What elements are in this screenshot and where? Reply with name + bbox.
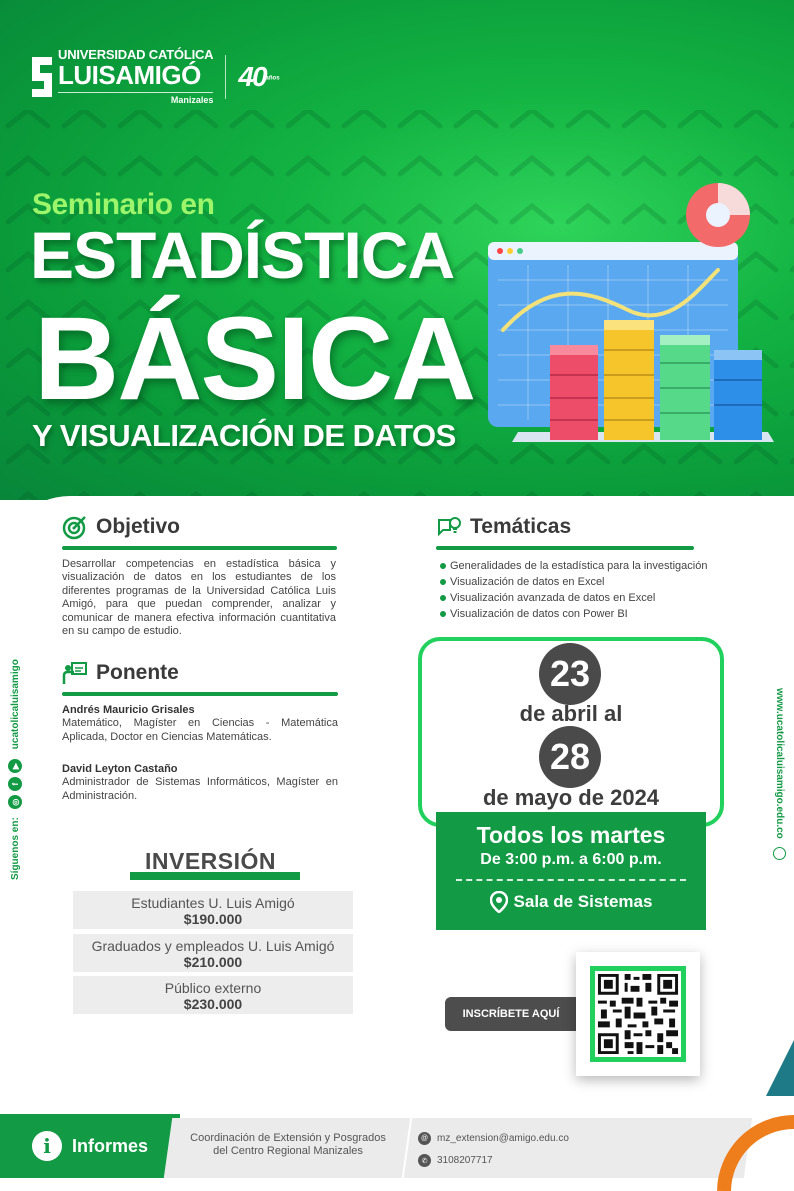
ponente-underline bbox=[62, 692, 338, 696]
tematicas-header bbox=[436, 514, 571, 540]
logo-emblem-icon bbox=[30, 55, 54, 99]
objetivo-header bbox=[62, 514, 180, 540]
speaker-2 bbox=[62, 763, 338, 803]
price-label: Público externo bbox=[164, 980, 262, 996]
start-day: 23 bbox=[539, 643, 601, 705]
email-text[interactable]: mz_extension@amigo.edu.co bbox=[437, 1133, 569, 1144]
end-day: 28 bbox=[539, 726, 601, 788]
list-item: Visualización avanzada de datos en Excel bbox=[440, 590, 707, 606]
ponente-title: Ponente bbox=[96, 661, 179, 684]
location-text: Sala de Sistemas bbox=[513, 892, 653, 911]
logo-line1: UNIVERSIDAD CATÓLICA bbox=[58, 47, 214, 62]
website-bar bbox=[773, 688, 786, 860]
email-icon: @ bbox=[418, 1132, 431, 1145]
logo-campus: Manizales bbox=[58, 92, 213, 105]
objetivo-underline bbox=[62, 546, 337, 550]
list-item: Visualización de datos en Excel bbox=[440, 574, 707, 590]
phone-text[interactable]: 3108207717 bbox=[437, 1155, 493, 1166]
globe-icon bbox=[773, 847, 786, 860]
price-label: Estudiantes U. Luis Amigó bbox=[131, 895, 295, 911]
anniversary-number: 40 bbox=[238, 60, 266, 92]
anniversary-badge bbox=[238, 61, 279, 93]
qr-code-icon[interactable] bbox=[595, 971, 681, 1057]
price-label: Graduados y empleados U. Luis Amigó bbox=[91, 938, 335, 954]
tematicas-title: Temáticas bbox=[470, 515, 572, 538]
schedule-box bbox=[436, 812, 706, 930]
end-month: de mayo de 2024 bbox=[482, 785, 660, 810]
university-logo bbox=[30, 48, 280, 105]
list-item: Visualización de datos con Power BI bbox=[440, 606, 707, 622]
chart-illustration bbox=[478, 170, 778, 460]
qr-card[interactable] bbox=[576, 952, 700, 1076]
teal-triangle-decor bbox=[764, 1040, 794, 1098]
price-row bbox=[73, 891, 353, 929]
website-text[interactable]: www.ucatolicaluisamigo.edu.co bbox=[774, 688, 785, 839]
logo-line2: LUISAMIGÓ bbox=[58, 60, 201, 90]
social-handle[interactable]: ucatolicaluisamigo bbox=[9, 659, 21, 750]
price-value: $230.000 bbox=[183, 996, 243, 1012]
seminar-label: Seminario en bbox=[32, 188, 215, 221]
price-row bbox=[73, 934, 353, 972]
informes-block bbox=[0, 1114, 180, 1178]
coordination-text: Coordinación de Extensión y Posgrados del Centro Regional Manizales bbox=[190, 1132, 386, 1157]
informes-label: Informes bbox=[72, 1135, 149, 1156]
register-button[interactable]: INSCRÍBETE AQUÍ bbox=[445, 997, 577, 1031]
price-value: $210.000 bbox=[183, 954, 243, 970]
social-bar bbox=[8, 659, 22, 880]
info-icon: i bbox=[32, 1131, 62, 1161]
facebook-icon[interactable]: f bbox=[8, 777, 22, 791]
instagram-icon[interactable]: ◎ bbox=[8, 795, 22, 809]
objetivo-title: Objetivo bbox=[96, 515, 181, 538]
speaker-1 bbox=[62, 704, 338, 744]
location bbox=[436, 891, 706, 913]
dashed-divider bbox=[456, 879, 686, 881]
price-row bbox=[73, 976, 353, 1014]
youtube-icon[interactable]: ▶ bbox=[8, 759, 22, 773]
footer-gray-band-2 bbox=[404, 1118, 752, 1178]
speaker-name: David Leyton Castaño bbox=[62, 763, 178, 775]
title-basica: BÁSICA bbox=[34, 293, 475, 425]
start-month: de abril al bbox=[519, 701, 623, 726]
price-value: $190.000 bbox=[183, 911, 243, 927]
list-item: Generalidades de la estadística para la investigación bbox=[440, 558, 707, 574]
title-estadistica: ESTADÍSTICA bbox=[30, 218, 455, 292]
location-pin-icon bbox=[490, 891, 508, 913]
footer bbox=[0, 1114, 794, 1191]
orange-arc-decor bbox=[716, 1114, 794, 1191]
presenter-icon bbox=[62, 660, 88, 686]
email-contact bbox=[418, 1132, 569, 1145]
phone-contact bbox=[418, 1154, 493, 1167]
social-label: Síguenos en: bbox=[9, 817, 21, 880]
schedule-time: De 3:00 p.m. a 6:00 p.m. bbox=[480, 851, 662, 868]
tematicas-underline bbox=[436, 546, 694, 550]
objetivo-text: Desarrollar competencias en estadística básica y visualización de datos en los estudiantes de los diferentes programas de la Universidad Católica Luis Amigó, para que puedan comprender, analizar y comunicar de manera efectiva información cuantitativa en su campo de estudio. bbox=[62, 558, 336, 638]
ponente-header bbox=[62, 660, 179, 686]
speaker-name: Andrés Mauricio Grisales bbox=[62, 704, 195, 716]
phone-icon: ✆ bbox=[418, 1154, 431, 1167]
logo-separator bbox=[225, 55, 226, 99]
hero-banner bbox=[0, 0, 794, 500]
speaker-desc: Administrador de Sistemas Informáticos, Magíster en Administración. bbox=[62, 776, 338, 802]
anniversary-small: años bbox=[265, 75, 280, 82]
inversion-title: INVERSIÓN bbox=[145, 848, 277, 874]
target-icon bbox=[62, 514, 88, 540]
qr-frame bbox=[590, 966, 686, 1062]
tematicas-list bbox=[440, 558, 707, 622]
speaker-desc: Matemático, Magíster en Ciencias - Matemática Aplicada, Doctor en Ciencias Matemáticas. bbox=[62, 717, 338, 743]
lightbulb-chat-icon bbox=[436, 514, 462, 540]
title-visualizacion: Y VISUALIZACIÓN DE DATOS bbox=[32, 418, 456, 453]
schedule-day: Todos los martes bbox=[476, 822, 666, 848]
